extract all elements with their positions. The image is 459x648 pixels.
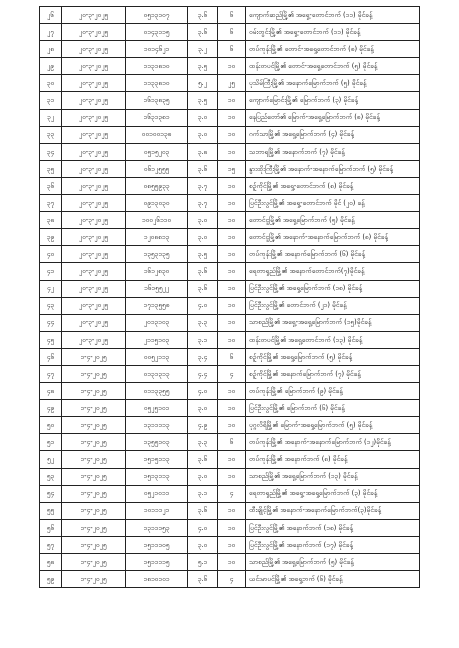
magnitude-cell: ၃.၁ bbox=[188, 485, 218, 502]
depth-cell: ၁၀ bbox=[218, 502, 246, 519]
date-cell: ၁-၄-၂၀၂၅ bbox=[62, 468, 126, 485]
location-description-cell: စဉ့်ကိုင်မြို့၏ အနောက်မြောက်ဘက် (၇) မိုင်ခန့် bbox=[246, 365, 420, 382]
code-cell: ၁၆၁၅၅၂၂ bbox=[126, 280, 188, 297]
depth-cell: ၁၀ bbox=[218, 229, 246, 246]
code-cell: ၁၀၀၂၆၁၁၀ bbox=[126, 212, 188, 229]
code-cell: ၁၅၁၁၁၁၅ bbox=[126, 554, 188, 571]
location-description-cell: နေပြည်တော်၏ မြောက်-အရှေ့မြောက်ဘက် (၈) မိုင်ခန့် bbox=[246, 109, 420, 126]
date-cell: ၁-၄-၂၀၂၅ bbox=[62, 417, 126, 434]
row-number-cell: ၅၅ bbox=[40, 502, 62, 519]
magnitude-cell: ၃.၆ bbox=[188, 160, 218, 177]
row-number-cell: ၅၁ bbox=[40, 434, 62, 451]
location-description-cell: ပြင်ဦးလွင်မြို့၏ အနောက်ဘက် (၁၇) မိုင်ခန့် bbox=[246, 536, 420, 553]
location-description-cell: ဝမ်းတွင်းမြို့၏ အရှေ့-တောင်ဘက် (၁၁) မိုင်ခန့် bbox=[246, 24, 420, 41]
depth-cell: ၁၀ bbox=[218, 212, 246, 229]
location-description-cell: တပ်ကုန်းမြို့၏ အနောက်မြောက်ဘက် (၆) မိုင်ခန့် bbox=[246, 246, 420, 263]
table-row bbox=[40, 468, 420, 485]
location-description-cell: စဉ့်ကိုင်မြို့၏ အရှေ့-တောင်ဘက် (၈) မိုင်ခန့် bbox=[246, 177, 420, 194]
code-cell: ၁၆၃၁၃၈၁ bbox=[126, 109, 188, 126]
depth-cell: ၁၀ bbox=[218, 383, 246, 400]
depth-cell: ၁၀ bbox=[218, 451, 246, 468]
code-cell: ၀၀၅၂၁၁၃ bbox=[126, 348, 188, 365]
date-cell: ၂၀-၃-၂၀၂၅ bbox=[62, 331, 126, 348]
location-description-cell: ရေတာရှည်မြို့၏ အရှေ့-အရှေ့မြောက်ဘက် (၃) မိုင်ခန့် bbox=[246, 485, 420, 502]
row-number-cell: ၂၈ bbox=[40, 41, 62, 58]
depth-cell: ၁၀ bbox=[218, 417, 246, 434]
row-number-cell: ၄၀ bbox=[40, 246, 62, 263]
row-number-cell: ၃၇ bbox=[40, 195, 62, 212]
row-number-cell: ၃၃ bbox=[40, 126, 62, 143]
row-number-cell: ၃၀ bbox=[40, 75, 62, 92]
depth-cell: ၆ bbox=[218, 24, 246, 41]
code-cell: ၀၁၁၃၃၅၅ bbox=[126, 383, 188, 400]
date-cell: ၂၀-၃-၂၀၂၅ bbox=[62, 58, 126, 75]
row-number-cell: ၃၅ bbox=[40, 160, 62, 177]
magnitude-cell: ၃.၅ bbox=[188, 92, 218, 109]
date-cell: ၂၀-၃-၂၀၂၅ bbox=[62, 7, 126, 24]
depth-cell: ၁၀ bbox=[218, 126, 246, 143]
date-cell: ၁-၄-၂၀၂၅ bbox=[62, 434, 126, 451]
depth-cell: ၁၀ bbox=[218, 195, 246, 212]
table-row bbox=[40, 519, 420, 536]
date-cell: ၂၀-၃-၂၀၂၅ bbox=[62, 109, 126, 126]
depth-cell: ၄ bbox=[218, 485, 246, 502]
table-row bbox=[40, 7, 420, 24]
magnitude-cell: ၄.၄ bbox=[188, 365, 218, 382]
row-number-cell: ၅၃ bbox=[40, 468, 62, 485]
table-row bbox=[40, 554, 420, 571]
location-description-cell: တပ်ကုန်းမြို့၏ မြောက်ဘက် (၉) မိုင်ခန့် bbox=[246, 383, 420, 400]
table-row bbox=[40, 280, 420, 297]
date-cell: ၁-၄-၂၀၂၅ bbox=[62, 451, 126, 468]
table-row bbox=[40, 485, 420, 502]
location-description-cell: စဉ့်ကိုင်မြို့၏ အရှေ့မြောက်ဘက် (၅) မိုင်ခန့် bbox=[246, 348, 420, 365]
depth-cell: ၁၀ bbox=[218, 143, 246, 160]
depth-cell: ၁၀ bbox=[218, 400, 246, 417]
code-cell: ၀၅၁၃၁၀၇ bbox=[126, 7, 188, 24]
code-cell: ၁၀၁၄၆၂၁ bbox=[126, 41, 188, 58]
row-number-cell: ၂၇ bbox=[40, 24, 62, 41]
code-cell: ၀၀၁၀၀၁၃၈ bbox=[126, 126, 188, 143]
location-description-cell: ဂက်သာမြို့၏ အရှေ့မြောက်ဘက် (၄) မိုင်ခန့် bbox=[246, 126, 420, 143]
code-cell: ၂၁၁၅၁၀၃ bbox=[126, 331, 188, 348]
table-row bbox=[40, 417, 420, 434]
table-row bbox=[40, 212, 420, 229]
location-description-cell: နွားထိုးကြီးမြို့၏ အနောက်-အနောက်မြောက်ဘက် (၅) မိုင်ခန့် bbox=[246, 160, 420, 177]
location-description-cell: ပုသိမ်ကြီးမြို့၏ အနောက်မြောက်ဘက် (၅) မိုင်ခန့် bbox=[246, 75, 420, 92]
table-row bbox=[40, 331, 420, 348]
location-description-cell: ပြင်ဦးလွင်မြို့၏ အရှေ့မြောက်ဘက် (၁၈) မိုင်ခန့် bbox=[246, 280, 420, 297]
date-cell: ၂၀-၃-၂၀၂၅ bbox=[62, 263, 126, 280]
table-row bbox=[40, 451, 420, 468]
depth-cell: ၄ bbox=[218, 571, 246, 588]
table-row bbox=[40, 502, 420, 519]
code-cell: ၀၁၃၁၃၁၃ bbox=[126, 365, 188, 382]
magnitude-cell: ၃.၀ bbox=[188, 468, 218, 485]
location-description-cell: ထီးချိုင့်မြို့၏ အနောက်-အနောက်မြောက်ဘက်(၃)မိုင်ခန့် bbox=[246, 502, 420, 519]
depth-cell: ၁၀ bbox=[218, 331, 246, 348]
location-description-cell: သာစည်မြို့၏ အရှေ့မြောက်ဘက် (၁၃) မိုင်ခန့် bbox=[246, 468, 420, 485]
location-description-cell: ကျောက်ဆည်မြို့၏ အရှေ့-တောင်ဘက် (၁၁) မိုင်ခန့် bbox=[246, 7, 420, 24]
table-row bbox=[40, 383, 420, 400]
magnitude-cell: ၃.၅ bbox=[188, 58, 218, 75]
row-number-cell: ၃၁ bbox=[40, 92, 62, 109]
location-description-cell: တပ်ကုန်းမြို့၏ အနောက်ဘက် (၈) မိုင်ခန့် bbox=[246, 451, 420, 468]
row-number-cell: ၄၁ bbox=[40, 263, 62, 280]
depth-cell: ၄ bbox=[218, 365, 246, 382]
magnitude-cell: ၃.၆ bbox=[188, 7, 218, 24]
date-cell: ၂၀-၃-၂၀၂၅ bbox=[62, 92, 126, 109]
records-table bbox=[39, 6, 420, 588]
location-description-cell: ယင်းမာပင်မြို့၏ အရှေ့ဘက် (၆) မိုင်ခန့် bbox=[246, 571, 420, 588]
date-cell: ၂၀-၃-၂၀၂၅ bbox=[62, 280, 126, 297]
depth-cell: ၁၅ bbox=[218, 160, 246, 177]
code-cell: ၁၃၁၁၁၁၃ bbox=[126, 417, 188, 434]
depth-cell: ၁၀ bbox=[218, 536, 246, 553]
row-number-cell: ၄၆ bbox=[40, 348, 62, 365]
table-row bbox=[40, 536, 420, 553]
depth-cell: ၆ bbox=[218, 434, 246, 451]
depth-cell: ၁၀ bbox=[218, 246, 246, 263]
date-cell: ၂၀-၃-၂၀၂၅ bbox=[62, 177, 126, 194]
row-number-cell: ၄၂ bbox=[40, 280, 62, 297]
location-description-cell: ထန်းတပင်မြို့၏ တောင်-အရှေ့တောင်ဘက် (၅) မိုင်ခန့် bbox=[246, 58, 420, 75]
depth-cell: ၂၅ bbox=[218, 75, 246, 92]
code-cell: ၂၀၁၃၁၀၃ bbox=[126, 314, 188, 331]
location-description-cell: ပြင်ဦးလွင်မြို့၏ အနောက်ဘက် (၁၈) မိုင်ခန့် bbox=[246, 519, 420, 536]
date-cell: ၁-၄-၂၀၂၅ bbox=[62, 536, 126, 553]
magnitude-cell: ၅.၂ bbox=[188, 75, 218, 92]
date-cell: ၂၀-၃-၂၀၂၅ bbox=[62, 314, 126, 331]
code-cell: ၁၀၁၁၁၂၁ bbox=[126, 502, 188, 519]
location-description-cell: ပြင်ဦးလွင်မြို့၏ မြောက်ဘက် (၆) မိုင်ခန့် bbox=[246, 400, 420, 417]
date-cell: ၁-၄-၂၀၂၅ bbox=[62, 502, 126, 519]
location-description-cell: သာစည်မြို့၏ အရှေ့မြောက်ဘက် (၅) မိုင်ခန့် bbox=[246, 554, 420, 571]
code-cell: ၁၆၁၃၈၃၅ bbox=[126, 92, 188, 109]
table-row bbox=[40, 434, 420, 451]
row-number-cell: ၅၄ bbox=[40, 485, 62, 502]
date-cell: ၂၀-၃-၂၀၂၅ bbox=[62, 143, 126, 160]
code-cell: ၀၅၂၁၀၁၁ bbox=[126, 485, 188, 502]
row-number-cell: ၄၄ bbox=[40, 314, 62, 331]
magnitude-cell: ၃.၀ bbox=[188, 109, 218, 126]
row-number-cell: ၂၉ bbox=[40, 58, 62, 75]
code-cell: ၁၅၁၃၁၁၃ bbox=[126, 468, 188, 485]
code-cell: ၀၁၄၃၁၁၅ bbox=[126, 24, 188, 41]
table-row bbox=[40, 314, 420, 331]
magnitude-cell: ၃.၀ bbox=[188, 126, 218, 143]
magnitude-cell: ၃.၈ bbox=[188, 143, 218, 160]
row-number-cell: ၃၉ bbox=[40, 229, 62, 246]
date-cell: ၂၀-၃-၂၀၂၅ bbox=[62, 195, 126, 212]
code-cell: ၁၃၅၃၁၃၅ bbox=[126, 246, 188, 263]
table-row bbox=[40, 24, 420, 41]
magnitude-cell: ၃.၀ bbox=[188, 400, 218, 417]
row-number-cell: ၄၇ bbox=[40, 365, 62, 382]
row-number-cell: ၃၆ bbox=[40, 177, 62, 194]
code-cell: ၀၅၂၅၁၀၁ bbox=[126, 400, 188, 417]
location-description-cell: တပ်ကုန်းမြို့၏ အနောက်-အနောက်မြောက်ဘက် (၁၂)မိုင်ခန့် bbox=[246, 434, 420, 451]
date-cell: ၁-၄-၂၀၂၅ bbox=[62, 400, 126, 417]
table-row bbox=[40, 143, 420, 160]
row-number-cell: ၅၆ bbox=[40, 519, 62, 536]
depth-cell: ၁၀ bbox=[218, 109, 246, 126]
magnitude-cell: ၅.၁ bbox=[188, 554, 218, 571]
depth-cell: ၁၀ bbox=[218, 177, 246, 194]
table-row bbox=[40, 297, 420, 314]
magnitude-cell: ၄.၀ bbox=[188, 519, 218, 536]
depth-cell: ၆ bbox=[218, 41, 246, 58]
table-row bbox=[40, 263, 420, 280]
location-description-cell: တောင်ငူမြို့၏ အနောက်-အနောက်မြောက်ဘက် (၈) မိုင်ခန့် bbox=[246, 229, 420, 246]
magnitude-cell: ၃.၇ bbox=[188, 177, 218, 194]
depth-cell: ၁၀ bbox=[218, 263, 246, 280]
magnitude-cell: ၃.၄ bbox=[188, 348, 218, 365]
magnitude-cell: ၃.၀ bbox=[188, 212, 218, 229]
row-number-cell: ၄၃ bbox=[40, 297, 62, 314]
row-number-cell: ၃၈ bbox=[40, 212, 62, 229]
magnitude-cell: ၃.၃ bbox=[188, 314, 218, 331]
row-number-cell: ၅၉ bbox=[40, 571, 62, 588]
code-cell: ၁၆၁၂၈၃၀ bbox=[126, 263, 188, 280]
depth-cell: ၁၀ bbox=[218, 297, 246, 314]
row-number-cell: ၃၂ bbox=[40, 109, 62, 126]
date-cell: ၂၀-၃-၂၀၂၅ bbox=[62, 24, 126, 41]
magnitude-cell: ၃.၃ bbox=[188, 434, 218, 451]
table-row bbox=[40, 365, 420, 382]
location-description-cell: ရေတာရှည်မြို့၏ အနောက်တောင်ဘက်(၇)မိုင်ခန့် bbox=[246, 263, 420, 280]
code-cell: ၁၁၃၃၈၁၀ bbox=[126, 75, 188, 92]
date-cell: ၁-၄-၂၀၂၅ bbox=[62, 519, 126, 536]
table-row bbox=[40, 58, 420, 75]
magnitude-cell: ၃.၆ bbox=[188, 263, 218, 280]
date-cell: ၂၀-၃-၂၀၂၅ bbox=[62, 75, 126, 92]
location-description-cell: ကျောက်မြောင်းမြို့၏ မြောက်ဘက် (၃) မိုင်ခန့် bbox=[246, 92, 420, 109]
code-cell: ၁၂၀၈၈၁၃ bbox=[126, 229, 188, 246]
table-row bbox=[40, 348, 420, 365]
magnitude-cell: ၃.၇ bbox=[188, 195, 218, 212]
code-cell: ၁၅၁၁၁၀၅ bbox=[126, 536, 188, 553]
depth-cell: ၁၀ bbox=[218, 280, 246, 297]
date-cell: ၁-၄-၂၀၂၅ bbox=[62, 383, 126, 400]
depth-cell: ၁၀ bbox=[218, 468, 246, 485]
magnitude-cell: ၄.၀ bbox=[188, 297, 218, 314]
table-row bbox=[40, 400, 420, 417]
location-description-cell: သဘာရမြို့၏ အနောက်ဘက် (၇) မိုင်ခန့် bbox=[246, 143, 420, 160]
row-number-cell: ၄၉ bbox=[40, 400, 62, 417]
location-description-cell: ပုဂ္ဂလိရိမြို့၏ မြောက်-အရှေ့မြောက်ဘက် (၅) မိုင်ခန့် bbox=[246, 417, 420, 434]
depth-cell: ၁၀ bbox=[218, 519, 246, 536]
code-cell: ၁၅၁၅၁၁၃ bbox=[126, 451, 188, 468]
depth-cell: ၁၀ bbox=[218, 92, 246, 109]
magnitude-cell: ၃.၁ bbox=[188, 331, 218, 348]
location-description-cell: သာစည်မြို့၏ အရှေ့-အရှေ့မြောက်ဘက် (၁၅)မိုင်ခန့် bbox=[246, 314, 420, 331]
magnitude-cell: ၃.၆ bbox=[188, 502, 218, 519]
table-row bbox=[40, 109, 420, 126]
date-cell: ၁-၄-၂၀၂၅ bbox=[62, 571, 126, 588]
depth-cell: ၁၀ bbox=[218, 314, 246, 331]
row-number-cell: ၅၂ bbox=[40, 451, 62, 468]
code-cell: ၀၅၁၅၂၀၃ bbox=[126, 143, 188, 160]
magnitude-cell: ၃.၆ bbox=[188, 451, 218, 468]
depth-cell: ၁၀ bbox=[218, 58, 246, 75]
depth-cell: ၆ bbox=[218, 7, 246, 24]
code-cell: ၁၈၁၀၁၀၁ bbox=[126, 571, 188, 588]
date-cell: ၁-၄-၂၀၂၅ bbox=[62, 485, 126, 502]
location-description-cell: တောင်ငူမြို့၏ အရှေ့မြောက်ဘက် (၅) မိုင်ခန့် bbox=[246, 212, 420, 229]
table-row bbox=[40, 160, 420, 177]
code-cell: ၀၈၅၅၉၃၃ bbox=[126, 177, 188, 194]
table-row bbox=[40, 41, 420, 58]
date-cell: ၁-၄-၂၀၂၅ bbox=[62, 554, 126, 571]
magnitude-cell: ၄.၀ bbox=[188, 383, 218, 400]
table-row bbox=[40, 92, 420, 109]
code-cell: ၁၁၃၁၈၁၀ bbox=[126, 58, 188, 75]
table-row bbox=[40, 126, 420, 143]
table-row bbox=[40, 229, 420, 246]
location-description-cell: ထန်းတပင်မြို့၏ အရှေ့တောင်ဘက် (၁၃) မိုင်ခန့် bbox=[246, 331, 420, 348]
date-cell: ၁-၄-၂၀၂၅ bbox=[62, 365, 126, 382]
date-cell: ၂၀-၃-၂၀၂၅ bbox=[62, 160, 126, 177]
table-row bbox=[40, 195, 420, 212]
row-number-cell: ၄၅ bbox=[40, 331, 62, 348]
depth-cell: ၆ bbox=[218, 348, 246, 365]
location-description-cell: ပြင်ဦးလွင်မြို့၏ အရှေ့-တောင်ဘက် မိုင် (၂၀) ခန့် bbox=[246, 195, 420, 212]
table-row bbox=[40, 75, 420, 92]
records-table-body bbox=[40, 7, 420, 588]
date-cell: ၂၀-၃-၂၀၂၅ bbox=[62, 41, 126, 58]
row-number-cell: ၅၈ bbox=[40, 554, 62, 571]
row-number-cell: ၂၆ bbox=[40, 7, 62, 24]
magnitude-cell: ၃.၀ bbox=[188, 536, 218, 553]
code-cell: ၁၃၁၁၁၅၃ bbox=[126, 519, 188, 536]
magnitude-cell: ၃.၂ bbox=[188, 41, 218, 58]
magnitude-cell: ၃.၅ bbox=[188, 246, 218, 263]
date-cell: ၁-၄-၂၀၂၅ bbox=[62, 348, 126, 365]
magnitude-cell: ၃.၆ bbox=[188, 280, 218, 297]
date-cell: ၂၀-၃-၂၀၂၅ bbox=[62, 229, 126, 246]
row-number-cell: ၃၄ bbox=[40, 143, 62, 160]
date-cell: ၂၀-၃-၂၀၂၅ bbox=[62, 246, 126, 263]
depth-cell: ၁၀ bbox=[218, 554, 246, 571]
date-cell: ၂၀-၃-၂၀၂၅ bbox=[62, 297, 126, 314]
magnitude-cell: ၃.၆ bbox=[188, 571, 218, 588]
records-table-container bbox=[39, 6, 419, 588]
table-row bbox=[40, 571, 420, 588]
magnitude-cell: ၃.၀ bbox=[188, 229, 218, 246]
magnitude-cell: ၃.၆ bbox=[188, 24, 218, 41]
date-cell: ၂၀-၃-၂၀၂၅ bbox=[62, 126, 126, 143]
code-cell: ၁၇၁၃၅၅၈ bbox=[126, 297, 188, 314]
date-cell: ၂၀-၃-၂၀၂၅ bbox=[62, 212, 126, 229]
row-number-cell: ၄၈ bbox=[40, 383, 62, 400]
table-row bbox=[40, 246, 420, 263]
code-cell: ၁၃၅၅၁၀၃ bbox=[126, 434, 188, 451]
table-row bbox=[40, 177, 420, 194]
code-cell: ၀၆၁၂၅၅၅ bbox=[126, 160, 188, 177]
row-number-cell: ၅၇ bbox=[40, 536, 62, 553]
location-description-cell: ပြင်ဦးလွင်မြို့၏ တောင်ဘက် (၂၁) မိုင်ခန့် bbox=[246, 297, 420, 314]
row-number-cell: ၅၀ bbox=[40, 417, 62, 434]
location-description-cell: တပ်ကုန်းမြို့၏ တောင်-အရှေ့တောင်ဘက် (၈) မိုင်ခန့် bbox=[246, 41, 420, 58]
code-cell: ၀၉၁၃၀၃၀ bbox=[126, 195, 188, 212]
magnitude-cell: ၄.၉ bbox=[188, 417, 218, 434]
